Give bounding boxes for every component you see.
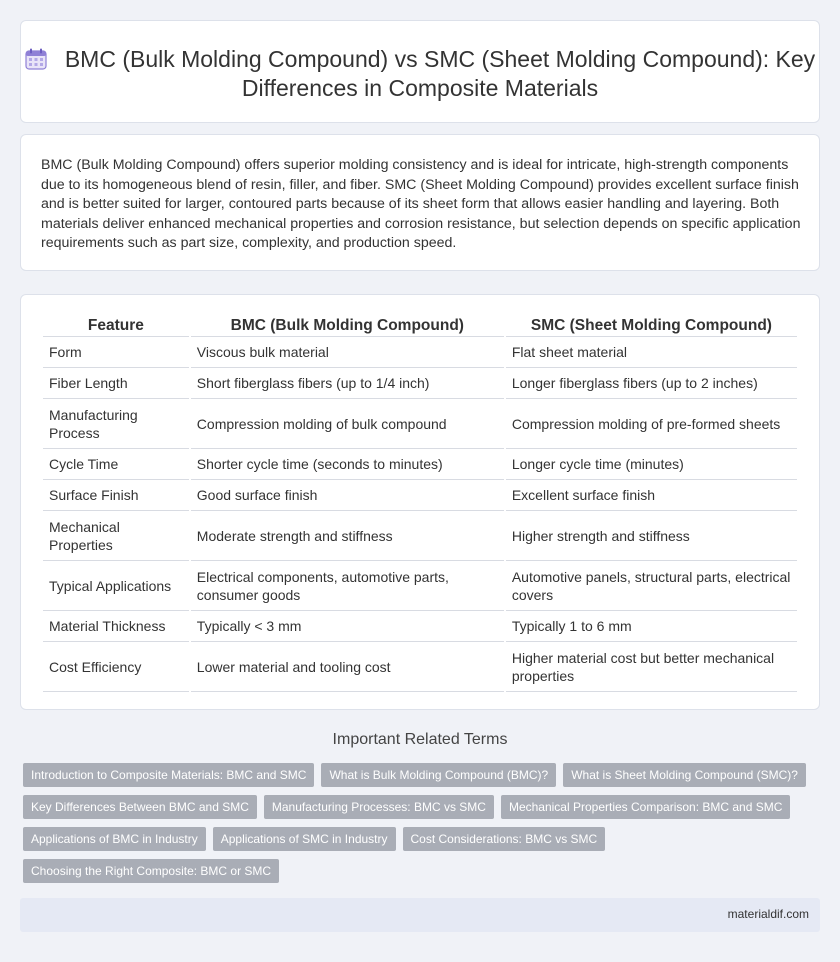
page-title-wrap (21, 45, 819, 103)
bmc-cell: Compression molding of bulk compound (191, 399, 504, 449)
bmc-cell: Good surface finish (191, 480, 504, 511)
related-term-tag[interactable]: Key Differences Between BMC and SMC (23, 795, 257, 819)
table-row (43, 561, 797, 611)
table-row (43, 480, 797, 511)
related-term-tag[interactable]: Manufacturing Processes: BMC vs SMC (264, 795, 494, 819)
calendar-icon (25, 48, 47, 70)
feature-cell: Fiber Length (43, 368, 189, 399)
smc-cell: Higher material cost but better mechanical properties (506, 642, 797, 692)
bmc-cell: Viscous bulk material (191, 337, 504, 368)
feature-cell: Cycle Time (43, 449, 189, 480)
feature-cell: Manufacturing Process (43, 399, 189, 449)
feature-cell: Mechanical Properties (43, 511, 189, 561)
feature-cell: Cost Efficiency (43, 642, 189, 692)
related-terms-list (23, 763, 813, 883)
table-header-row (43, 315, 797, 337)
table-row (43, 511, 797, 561)
intro-paragraph: BMC (Bulk Molding Compound) offers superior molding consistency and is ideal for intricate, high-strength components due to its homogeneous blend of resin, filler, and fiber. SMC (Sheet Molding Compound) provides excellent surface finish and is better suited for larger, contoured parts because of its sheet form that allows easier handling and layering. Both materials deliver enhanced mechanical properties and corrosion resistance, but selection depends on specific application requirements such as part size, complexity, and production speed. (41, 157, 801, 251)
smc-cell: Flat sheet material (506, 337, 797, 368)
smc-cell: Higher strength and stiffness (506, 511, 797, 561)
header-bmc: BMC (Bulk Molding Compound) (191, 315, 504, 337)
footer-site-link[interactable]: materialdif.com (727, 907, 809, 921)
table-row (43, 611, 797, 642)
header-feature: Feature (43, 315, 189, 337)
feature-cell: Surface Finish (43, 480, 189, 511)
comparison-card (20, 294, 820, 710)
related-term-tag[interactable]: Mechanical Properties Comparison: BMC and SMC (501, 795, 790, 819)
title-card (20, 20, 820, 123)
bmc-cell: Typically < 3 mm (191, 611, 504, 642)
smc-cell: Longer fiberglass fibers (up to 2 inches) (506, 368, 797, 399)
page-title: BMC (Bulk Molding Compound) vs SMC (Sheet Molding Compound): Key Differences in Composite Materials (64, 46, 816, 101)
related-term-tag[interactable]: Introduction to Composite Materials: BMC and SMC (23, 763, 314, 787)
intro-card (20, 134, 820, 271)
feature-cell: Typical Applications (43, 561, 189, 611)
table-row (43, 449, 797, 480)
header-smc: SMC (Sheet Molding Compound) (506, 315, 797, 337)
related-term-tag[interactable]: What is Bulk Molding Compound (BMC)? (321, 763, 556, 787)
related-terms-title: Important Related Terms (332, 731, 508, 748)
bmc-cell: Shorter cycle time (seconds to minutes) (191, 449, 504, 480)
table-row (43, 368, 797, 399)
table-row (43, 399, 797, 449)
bmc-cell: Short fiberglass fibers (up to 1/4 inch) (191, 368, 504, 399)
feature-cell: Form (43, 337, 189, 368)
comparison-table (41, 315, 799, 692)
related-term-tag[interactable]: Choosing the Right Composite: BMC or SMC (23, 859, 279, 883)
table-row (43, 337, 797, 368)
smc-cell: Compression molding of pre-formed sheets (506, 399, 797, 449)
bmc-cell: Lower material and tooling cost (191, 642, 504, 692)
related-term-tag[interactable]: Applications of SMC in Industry (213, 827, 396, 851)
smc-cell: Automotive panels, structural parts, electrical covers (506, 561, 797, 611)
bmc-cell: Electrical components, automotive parts, consumer goods (191, 561, 504, 611)
feature-cell: Material Thickness (43, 611, 189, 642)
bmc-cell: Moderate strength and stiffness (191, 511, 504, 561)
related-term-tag[interactable]: Applications of BMC in Industry (23, 827, 206, 851)
smc-cell: Longer cycle time (minutes) (506, 449, 797, 480)
footer-bar (20, 898, 820, 932)
table-row (43, 642, 797, 692)
smc-cell: Typically 1 to 6 mm (506, 611, 797, 642)
related-term-tag[interactable]: Cost Considerations: BMC vs SMC (403, 827, 606, 851)
related-term-tag[interactable]: What is Sheet Molding Compound (SMC)? (563, 763, 806, 787)
smc-cell: Excellent surface finish (506, 480, 797, 511)
